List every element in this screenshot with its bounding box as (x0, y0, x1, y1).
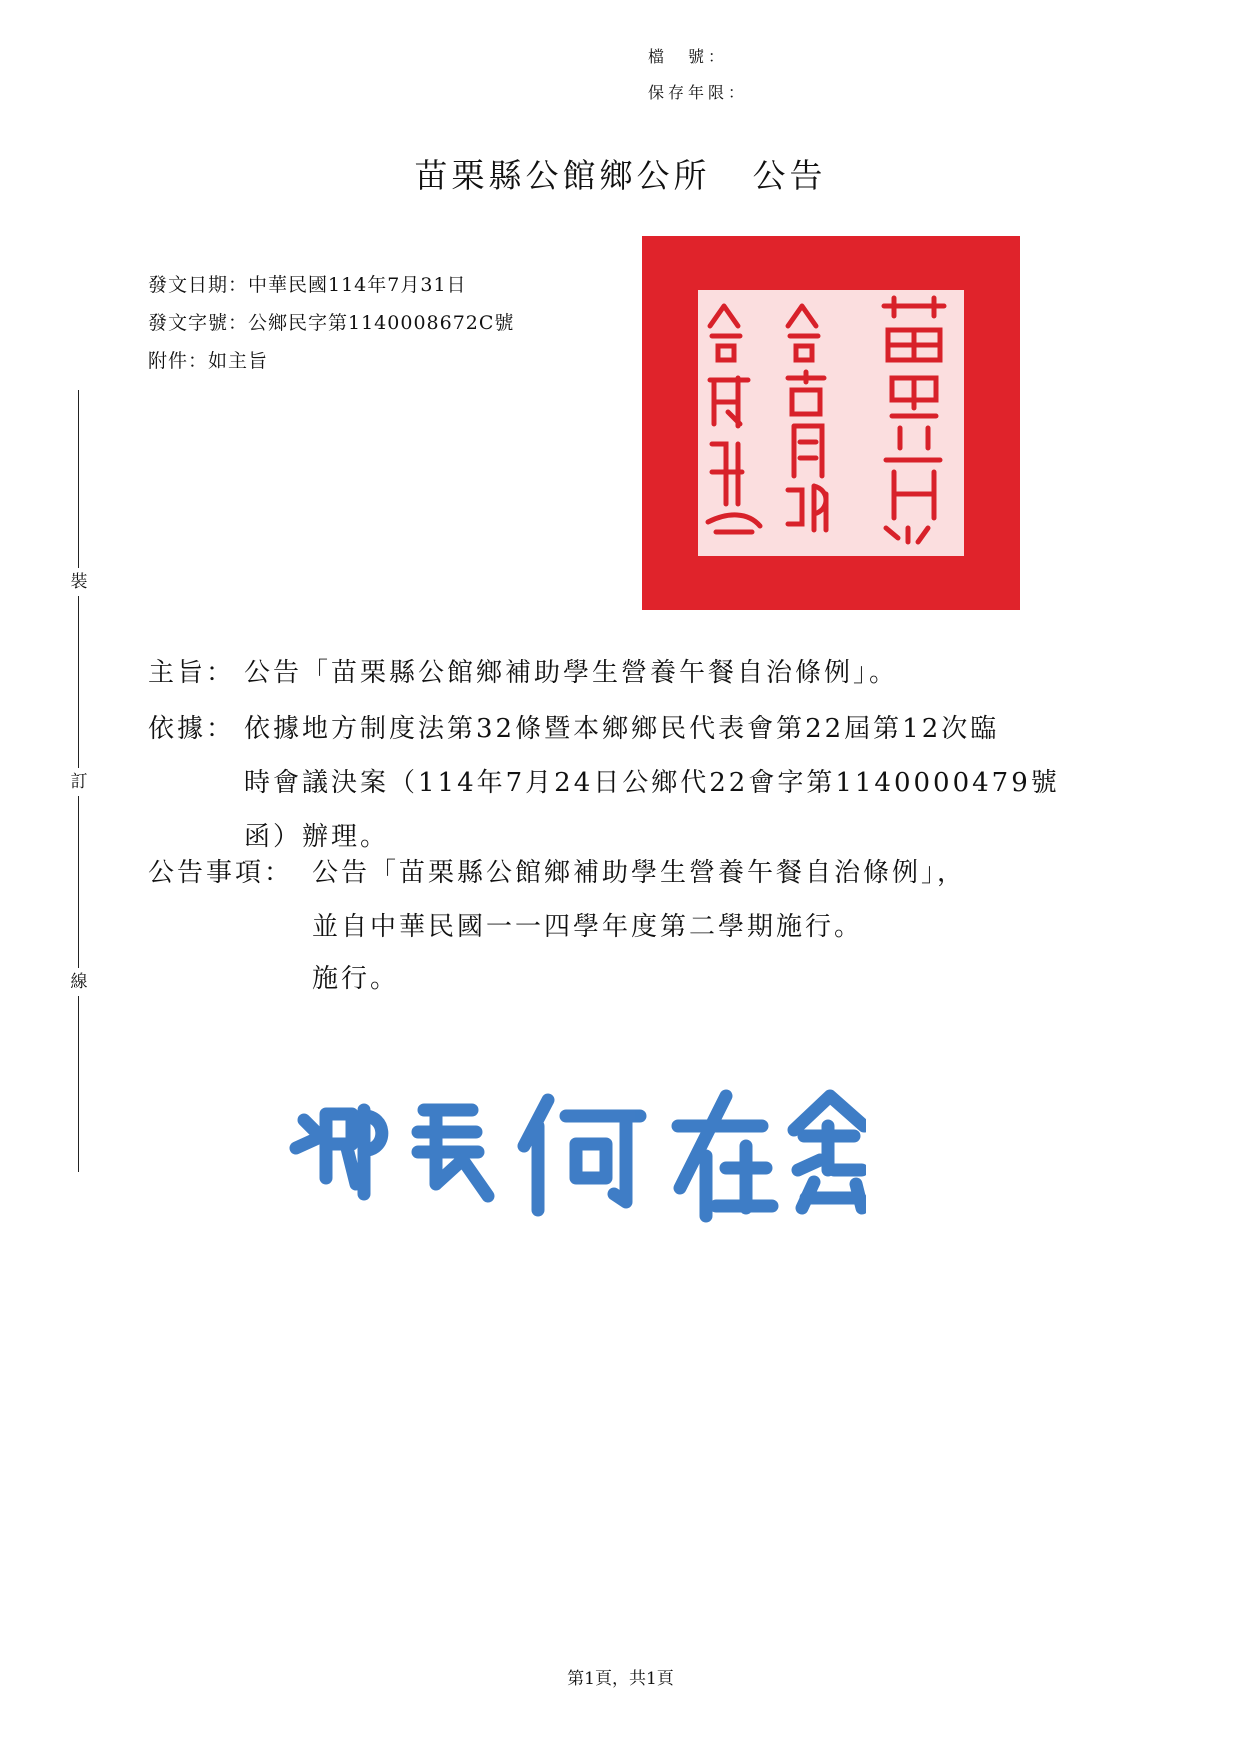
subject-label: 主旨： (148, 658, 236, 688)
official-seal-stamp (638, 232, 1024, 614)
mayor-signature-stamp (286, 1086, 866, 1224)
announcement-item-line: 公告「苗栗縣公館鄉補助學生營養午餐自治條例」， (312, 858, 967, 888)
issue-date: 發文日期：中華民國114年7月31日 (148, 274, 467, 296)
retention-period-field: 保存年限： (648, 83, 749, 102)
subject-text: 公告「苗栗縣公館鄉補助學生營養午餐自治條例」。 (244, 658, 899, 688)
basis-text-line: 時會議決案（114年7月24日公鄉代22會字第1140000479號 (244, 768, 1060, 798)
document-title (0, 150, 1241, 197)
binding-char-ding: 訂 (68, 768, 90, 796)
announcement-item-line: 並自中華民國一一四學年度第二學期施行。 (312, 912, 864, 942)
announcement-items-label: 公告事項： (148, 858, 294, 888)
basis-label: 依據： (148, 714, 236, 744)
binding-char-zhuang: 裝 (68, 568, 90, 596)
title-doc-type: 公告 (752, 156, 827, 195)
basis-text-line: 依據地方制度法第32條暨本鄉鄉民代表會第22屆第12次臨 (244, 714, 1000, 744)
basis-text-line: 函）辦理。 (244, 822, 390, 852)
document-number: 發文字號：公鄉民字第1140008672C號 (148, 312, 515, 334)
file-number-field: 檔 號： (648, 47, 729, 66)
attachment-note: 附件：如主旨 (148, 350, 269, 372)
signature-strokes (296, 1096, 864, 1216)
binding-char-xian: 線 (68, 968, 90, 996)
page-number: 第1頁，共1頁 (567, 1669, 674, 1689)
title-organization: 苗栗縣公館鄉公所 (414, 156, 711, 195)
announcement-item-line: 施行。 (312, 964, 400, 994)
